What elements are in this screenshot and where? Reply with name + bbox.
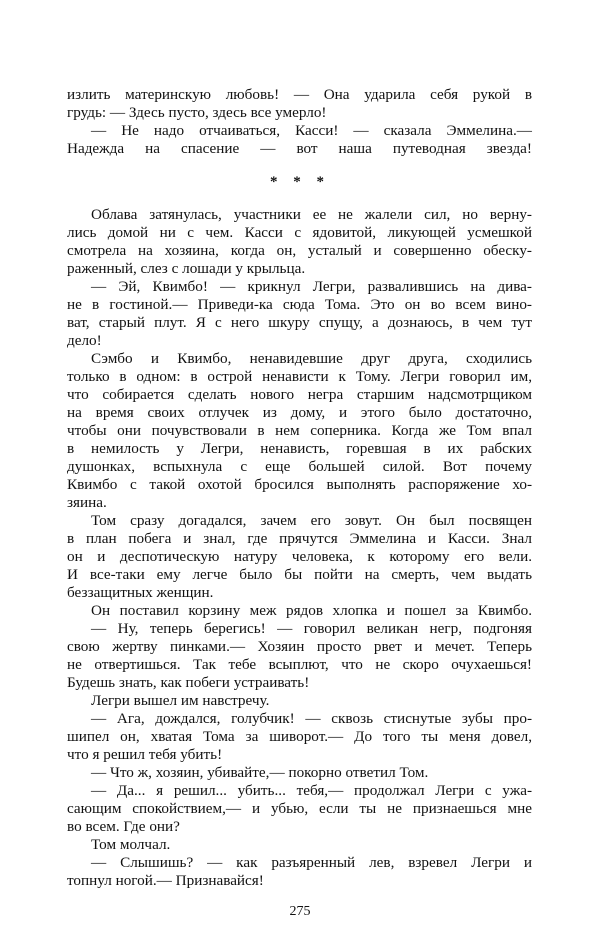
text-line: зяина. xyxy=(67,494,107,511)
text-line: — Да... я решил... убить... тебя,— продолжал Легри с ужа- xyxy=(91,782,532,799)
text-line: в немилость у Легри, ненависть, горевшая в их рабских xyxy=(67,440,532,457)
text-line: — Не надо отчаиваться, Касси! — сказала Эммелина.— xyxy=(91,122,532,139)
text-line: Будешь знать, как побеги устраивать! xyxy=(67,674,310,691)
text-line: не отвертишься. Так тебе всыплют, что не скоро очухаешься! xyxy=(67,656,532,673)
text-line: — Ну, теперь берегись! — говорил великан негр, подгоняя xyxy=(91,620,532,637)
text-line: грудь: — Здесь пусто, здесь все умерло! xyxy=(67,104,327,121)
text-line: излить материнскую любовь! — Она ударила себя рукой в xyxy=(67,86,532,103)
text-line: — Ага, дождался, голубчик! — сквозь стиснутые зубы про- xyxy=(91,710,532,727)
text-line: топнул ногой.— Признавайся! xyxy=(67,872,264,889)
text-line: — Что ж, хозяин, убивайте,— покорно ответил Том. xyxy=(91,764,429,781)
text-line: беззащитных женщин. xyxy=(67,584,214,601)
text-line: смотрела на хозяина, когда он, усталый и совершенно обеску- xyxy=(67,242,532,259)
text-line: во всем. Где они? xyxy=(67,818,180,835)
text-line: в план побега и знал, где прячутся Эммелина и Касси. Знал xyxy=(67,530,532,547)
text-line: чтобы они почувствовали в нем соперника. Когда же Том впал xyxy=(67,422,532,439)
text-line: Том молчал. xyxy=(91,836,171,853)
text-line: сающим спокойствием,— и убью, если ты не признаешься мне xyxy=(67,800,532,817)
section-separator: * * * xyxy=(270,174,330,190)
page-number: 275 xyxy=(289,904,311,919)
text-line: И все-таки ему легче было бы пойти на смерть, чем выдать xyxy=(67,566,532,583)
text-line: лись домой ни с чем. Касси с ядовитой, ликующей усмешкой xyxy=(67,224,532,241)
text-line: только в одном: в острой ненависти к Тому. Легри говорил им, xyxy=(67,368,532,385)
text-line: Надежда на спасение — вот наша путеводная звезда! xyxy=(67,140,532,157)
text-line: душонках, вспыхнула с еще большей силой. Вот почему xyxy=(67,458,532,475)
text-line: что собирается сделать нового негра старшим надсмотрщиком xyxy=(67,386,532,403)
text-line: на время своих отлучек из дому, и этого было достаточно, xyxy=(67,404,532,421)
text-line: что я решил тебя убить! xyxy=(67,746,223,763)
text-line: не в гостиной.— Приведи-ка сюда Тома. Это он во всем вино- xyxy=(67,296,532,313)
text-line: ват, старый плут. Я с него шкуру спущу, а дознаюсь, в чем тут xyxy=(67,314,532,331)
text-line: Том сразу догадался, зачем его зовут. Он был посвящен xyxy=(91,512,532,529)
text-line: Квимбо с такой охотой бросился выполнять распоряжение хо- xyxy=(67,476,532,493)
text-line: он и деспотическую натуру человека, к которому его вели. xyxy=(67,548,532,565)
text-line: Облава затянулась, участники ее не жалели сил, но верну- xyxy=(91,206,532,223)
text-line: — Эй, Квимбо! — крикнул Легри, развалившись на дива- xyxy=(91,278,532,295)
text-line: свою жертву пинками.— Хозяин просто рвет и мечет. Теперь xyxy=(67,638,532,655)
text-line: Он поставил корзину меж рядов хлопка и пошел за Квимбо. xyxy=(91,602,532,619)
text-line: Сэмбо и Квимбо, ненавидевшие друг друга, сходились xyxy=(91,350,532,367)
text-line: раженный, слез с лошади у крыльца. xyxy=(67,260,306,277)
text-line: — Слышишь? — как разъяренный лев, взревел Легри и xyxy=(91,854,532,871)
text-line: Легри вышел им навстречу. xyxy=(91,692,270,709)
text-line: шипел он, хватая Тома за шиворот.— До того ты меня довел, xyxy=(67,728,532,745)
text-line: дело! xyxy=(67,332,102,349)
